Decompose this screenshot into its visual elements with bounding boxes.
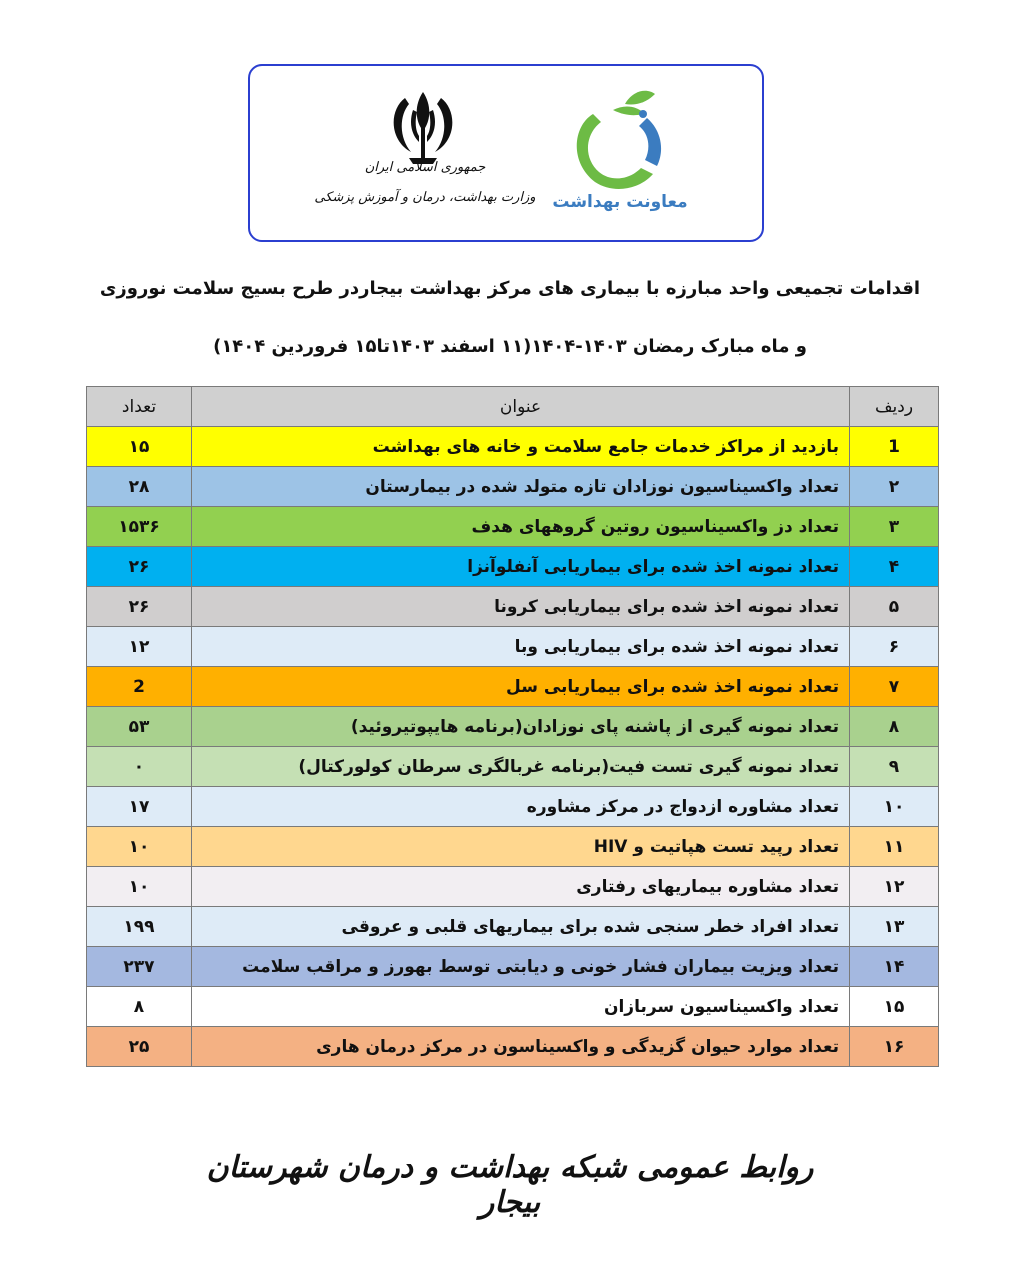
row-count-cell: ۲۶ [87,547,192,587]
row-count-cell: ۲۵ [87,1027,192,1067]
table-row [87,987,939,1027]
public-relations-signature: روابط عمومی شبکه بهداشت و درمان شهرستان بیجار [206,1150,814,1220]
row-title-cell: بازدید از مراکز خدمات جامع سلامت و خانه های بهداشت [192,427,850,467]
row-title-cell: تعداد ویزیت بیماران فشار خونی و دیابتی توسط بهورز و مراقب سلامت [192,947,850,987]
report-title-line-1: اقدامات تجمیعی واحد مبارزه با بیماری های مرکز بهداشت بیجاردر طرح بسیج سلامت نوروزی [99,278,921,299]
row-count-cell: ۱۲ [87,627,192,667]
table-row [87,667,939,707]
health-deputy-logo-icon [555,84,685,202]
table-row [87,707,939,747]
table-row [87,587,939,627]
table-row [87,627,939,667]
row-count-cell: ۲۶ [87,587,192,627]
row-index-cell: ۱۱ [850,827,939,867]
row-index-cell: ۱۶ [850,1027,939,1067]
ministry-name-line: وزارت بهداشت، درمان و آموزش پزشکی [314,190,536,205]
row-count-cell: 2 [87,667,192,707]
report-title-line-2: و ماه مبارک رمضان ۱۴۰۳-۱۴۰۴(۱۱ اسفند ۱۴۰۳تا۱۵ فروردین ۱۴۰۴) [213,336,807,357]
row-count-cell: ۱۹۹ [87,907,192,947]
table-row [87,947,939,987]
row-title-cell: تعداد رپید تست هپاتیت و HIV [192,827,850,867]
row-index-cell: ۹ [850,747,939,787]
iran-emblem-icon [375,88,471,170]
row-title-cell: تعداد مشاوره ازدواج در مرکز مشاوره [192,787,850,827]
row-index-cell: ۱۰ [850,787,939,827]
row-title-cell: تعداد نمونه اخذ شده برای بیماریابی وبا [192,627,850,667]
row-index-cell: ۲ [850,467,939,507]
row-index-cell: 1 [850,427,939,467]
column-header-count: تعداد [87,387,192,427]
row-index-cell: ۴ [850,547,939,587]
row-count-cell: ۰ [87,747,192,787]
logo-box [248,64,764,242]
row-count-cell: ۱۷ [87,787,192,827]
row-index-cell: ۷ [850,667,939,707]
table-row [87,867,939,907]
row-count-cell: ۱۵۳۶ [87,507,192,547]
table-row [87,827,939,867]
row-title-cell: تعداد موارد حیوان گزیدگی و واکسیناسون در مرکز درمان هاری [192,1027,850,1067]
table-header-row [87,387,939,427]
row-count-cell: ۱۰ [87,867,192,907]
table-row [87,747,939,787]
table-row [87,907,939,947]
table-row [87,427,939,467]
row-index-cell: ۱۴ [850,947,939,987]
table-row [87,507,939,547]
health-deputy-logo-text: معاونت بهداشت [552,192,688,212]
activities-table [86,386,939,1067]
row-title-cell: تعداد نمونه اخذ شده برای بیماریابی کرونا [192,587,850,627]
row-title-cell: تعداد واکسیناسیون نوزادان تازه متولد شده در بیمارستان [192,467,850,507]
row-title-cell: تعداد واکسیناسیون سربازان [192,987,850,1027]
row-index-cell: ۱۲ [850,867,939,907]
row-count-cell: ۵۳ [87,707,192,747]
row-index-cell: ۱۵ [850,987,939,1027]
row-count-cell: ۲۳۷ [87,947,192,987]
row-title-cell: تعداد افراد خطر سنجی شده برای بیماریهای قلبی و عروقی [192,907,850,947]
row-title-cell: تعداد مشاوره بیماریهای رفتاری [192,867,850,907]
row-count-cell: ۸ [87,987,192,1027]
column-header-title: عنوان [192,387,850,427]
row-index-cell: ۳ [850,507,939,547]
row-index-cell: ۵ [850,587,939,627]
row-title-cell: تعداد نمونه اخذ شده برای بیماریابی آنفلوآنزا [192,547,850,587]
row-title-cell: تعداد نمونه گیری تست فیت(برنامه غربالگری سرطان کولورکتال) [192,747,850,787]
row-count-cell: ۱۰ [87,827,192,867]
table-row [87,1027,939,1067]
row-index-cell: ۶ [850,627,939,667]
column-header-index: ردیف [850,387,939,427]
row-title-cell: تعداد دز واکسیناسیون روتین گروههای هدف [192,507,850,547]
row-title-cell: تعداد نمونه گیری از پاشنه پای نوزادان(برنامه هایپوتیروئید) [192,707,850,747]
row-count-cell: ۱۵ [87,427,192,467]
gov-name-line: جمهوری اسلامی ایران [364,160,486,175]
row-index-cell: ۱۳ [850,907,939,947]
row-index-cell: ۸ [850,707,939,747]
row-title-cell: تعداد نمونه اخذ شده برای بیماریابی سل [192,667,850,707]
table-row [87,787,939,827]
table-row [87,467,939,507]
row-count-cell: ۲۸ [87,467,192,507]
table-row [87,547,939,587]
